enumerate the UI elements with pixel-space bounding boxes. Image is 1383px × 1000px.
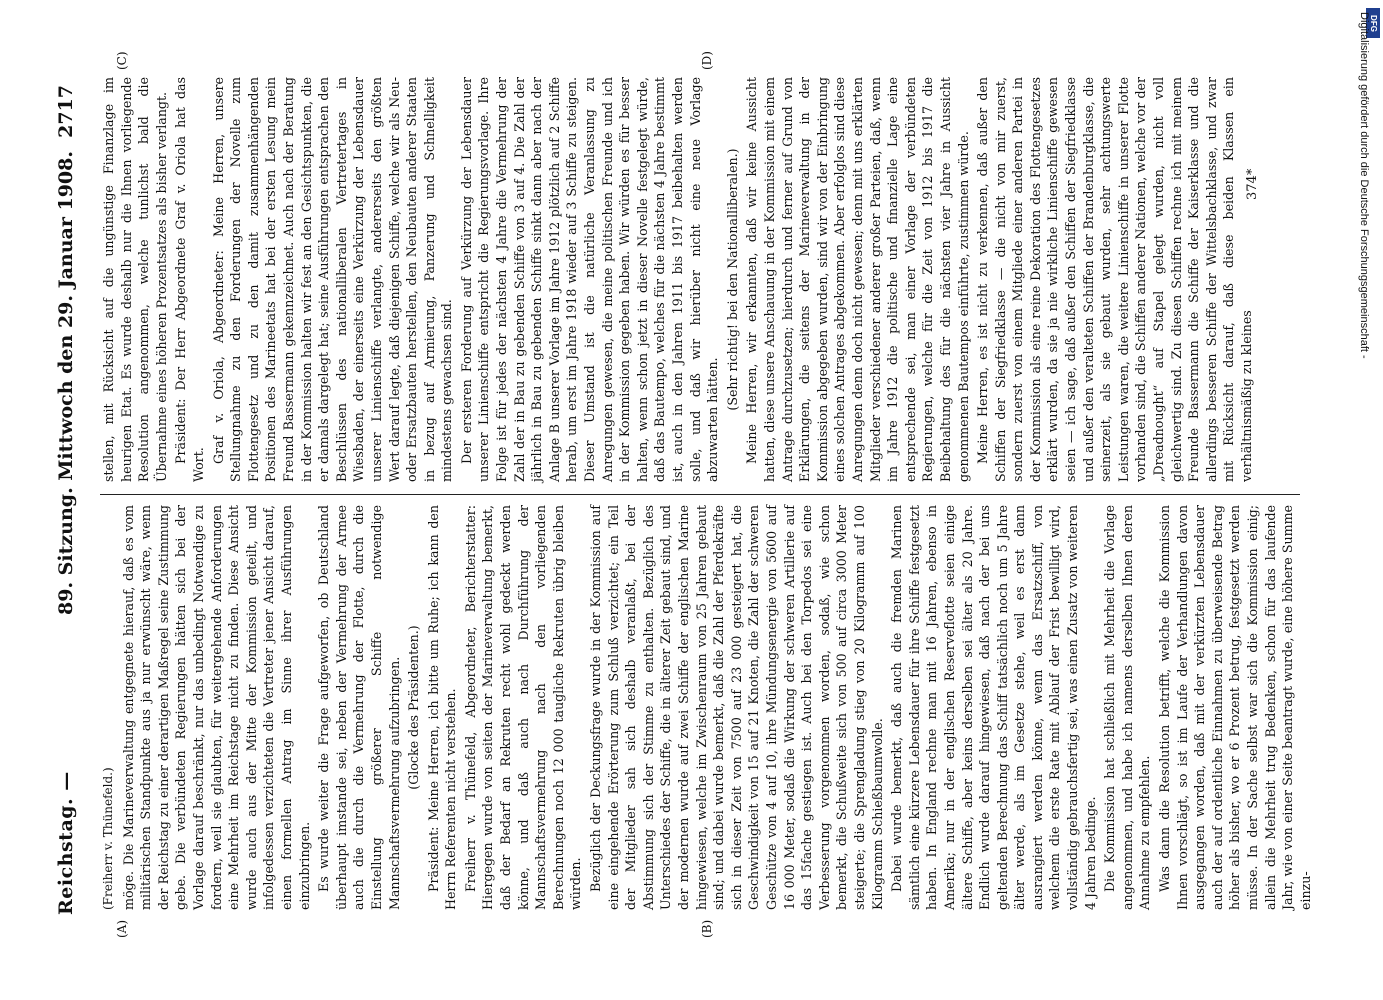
paragraph: Was dann die Resolution betrifft, welche die Kommission Ihnen vorschlägt, so ist im Laufe der Verhandlungen davon ausgegangen worden, daß mit der verkürzten Lebensdauer auch der auf ordentliche Einnahmen zu überweisende Betrag höher als bisher, wo er 6 Prozent betrug, festgesetzt werden müsse. In der Sache selbst war sich die Kommission einig; allein die Mehrheit trug Bedenken, schon für das laufende Jahr, wie von einer Seite beantragt wurde, eine höhere Summe einzu- [1157, 505, 1313, 910]
speaker-continuation: (Freiherr v. Thünefeld.) [101, 767, 115, 910]
paragraph: Bezüglich der Deckungsfrage wurde in der Kommission auf eine eingehende Erörterung zum Schluß verzichtet; ein Teil der Mitglieder sah sich deshalb veranlaßt, bei der Abstimmung sich der Stimme zu enthalten. Bezüglich des Unterschiedes der Schiffe, die in älterer Zeit gebaut sind, und der modernen wurde auf zwei Schiffe der englischen Marine hingewiesen, welche im Zwischenraum von 25 Jahren gebaut sind; und dabei wurde bemerkt, daß die Zahl der Pferdekräfte sich in dieser Zeit von 7500 auf 23 000 gesteigert hat, die Geschwindigkeit von 15 auf 21 Knoten, die Zahl der schweren Geschütze von 4 auf 10, ihre Mündungsenergie von 5600 auf 16 000 Meter, sodaß die Wirkung der schweren Artillerie auf das 15fache gestiegen ist. Auch bei den Torpedos sei eine Verbesserung vorgenommen worden, sodaß, wie schon bemerkt, die Schußweite sich von 500 auf circa 3000 Meter steigerte; die Sprengladung stieg von 20 Kilogramm auf 100 Kilogramm Schießbaumwolle. [588, 505, 885, 910]
stage-direction: (Glocke des Präsidenten.) [406, 625, 422, 790]
paragraph: Freiherr v. Thünefeld, Abgeordneter, Berichterstatter: Hiergegen wurde von seiten der Marineverwaltung bemerkt, daß der Bedarf an Rekruten recht wohl gedeckt werden könne, und daß auch nach Durchführung der Mannschaftsvermehrung nach den vorliegenden Berechnungen noch 12 000 taugliche Rekruten übrig bleiben würden. [462, 505, 584, 910]
header-session-date: 89. Sitzung. Mittwoch den 29. Januar 1908. [55, 151, 77, 615]
digitization-credit: Digitalisierung gefördert durch die Deutsche Forschungsgemeinschaft - [1358, 12, 1370, 359]
margin-marker-a: (A) [115, 919, 129, 938]
paragraph: Der ersteren Forderung auf Verkürzung der Lebensdauer unserer Linienschiffe entspricht die Regierungsvorlage. Ihre Folge ist für jedes der nächsten 4 Jahre die Vermehrung der Zahl der in Bau zu gebenden Schiffe von 3 auf 4. Die Zahl der jährlich in Bau zu gebenden Schiffe sinkt dann aber nach der Anlage B unserer Vorlage im Jahre 1912 plötzlich auf 2 Schiffe herab, um erst im Jahre 1918 wieder auf 3 Schiffe zu steigen. Dieser Umstand ist die natürliche Veranlassung zu Anregungen gewesen, die meine politischen Freunde und ich in der Kommission gegeben haben. Wir würden es für besser halten, wenn schon jetzt in dieser Novelle festgelegt würde, daß das Bautempo, welches für die nächsten 4 Jahre bestimmt ist, auch in den Jahren 1911 bis 1917 beibehalten werden solle, und daß wir hierüber nicht eine neue Vorlage abzuwarten hätten. [458, 77, 721, 482]
logo-text: DFG [1368, 14, 1378, 32]
paragraph: möge. Die Marineverwaltung entgegnete hierauf, daß es vom militärischen Standpunkte aus ja nur erwünscht wäre, wenn der Reichstag zu einer derartigen Maßregel seine Zustimmung gebe. Die verbündeten Regierungen hätten sich bei der Vorlage darauf beschränkt, nur das unbedingt Notwendige zu fordern, weil sie glaubten, für weitergehende Anforderungen eine Mehrheit im Reichstage nicht zu finden. Diese Ansicht wurde auch aus der Mitte der Kommission geteilt, und infolgedessen verzichteten die Vertreter jener Ansicht darauf, einen formellen Antrag im Sinne ihrer Ausführungen einzubringen. [120, 505, 312, 910]
paragraph: stellen, mit Rücksicht auf die ungünstige Finanzlage im heurigen Etat. Es wurde deshalb nur die Ihnen vorliegende Resolution angenommen, welche tunlichst bald die Übernahme eines höheren Prozentsatzes als bisher verlangt. [101, 77, 169, 482]
column-divider [100, 494, 1300, 495]
paragraph: Präsident: Der Herr Abgeordnete Graf v. Oriola hat das Wort. [173, 77, 206, 482]
right-column [100, 77, 1300, 482]
paragraph: Präsident: Meine Herren, ich bitte um Ruhe; ich kann den Herrn Referenten nicht verstehen. [425, 505, 459, 910]
page-header [55, 85, 95, 915]
left-column [100, 505, 1313, 910]
paragraph: Es wurde weiter die Frage aufgeworfen, ob Deutschland überhaupt imstande sei, neben der Vermehrung der Armee auch die durch die Vermehrung der Flotte, durch die Einstellung größerer Schiffe notwendige Mannschaftsvermehrung aufzubringen. [316, 505, 402, 910]
margin-marker-d: (D) [700, 51, 714, 70]
header-title: Reichstag. — [55, 771, 77, 915]
stage-direction: (Sehr richtig! bei den Nationalliberalen.) [724, 148, 740, 411]
margin-marker-b: (B) [700, 919, 714, 938]
paragraph: Dabei wurde bemerkt, daß auch die fremden Marinen sämtlich eine kürzere Lebensdauer für ihre Schiffe festgesetzt haben. In England rechne man mit 16 Jahren, ebenso in Amerika; nur in der englischen Reserveflotte seien einige ältere Schiffe, aber keins derselben sei älter als 20 Jahre. Endlich wurde darauf hingewiesen, daß nach der bei uns geltenden Berechnung das Schiff tatsächlich noch um 5 Jahre älter werde, als im Gesetze stehe, weil es erst dann ausrangiert werden könne, wenn das Ersatzschiff, von welchem die erste Rate mit Ablauf der Frist bewilligt wird, vollständig gebrauchsfertig sei, was einen Zusatz von weiteren 4 Jahren bedinge. [889, 505, 1098, 910]
paragraph: Meine Herren, es ist nicht zu verkennen, daß außer den Schiffen der Siegfriedklasse — die nicht von mir zuerst, sondern zuerst von einem Mitgliede einer anderen Partei in der Kommission als eine reine Dekoration des Flottengesetzes erklärt wurden, da sie ja nie wirkliche Linienschiffe gewesen seien — ich sage, daß außer den Schiffen der Siegfriedklasse und außer den veralteten Schiffen der Brandenburgklasse, die seinerzeit, als sie gebaut wurden, sehr achtungswerte Leistungen waren, die weitere Linienschiffe in unserer Flotte vorhanden sind, die Schiffen anderer Nationen, welche vor der „Dreadnought“ auf Stapel gelegt wurden, nicht voll gleichwertig sind. Zu diesen Schiffen rechne ich mit meinem Freunde Bassermann die Schiffe der Kaiserklasse und die allerdings besseren Schiffe der Wittelsbachklasse, und zwar mit Rücksicht darauf, daß diese beiden Klassen ein verhältnismäßig zu kleines [975, 77, 1254, 482]
paragraph: Meine Herren, wir erkannten, daß wir keine Aussicht hatten, diese unsere Anschauung in der Kommission mit einem Antrage durchzusetzen; hierdurch und ferner auf Grund von Erklärungen, die seitens der Marineverwaltung in der Kommission abgegeben wurden, sind wir von der Einbringung eines solchen Antrages abgekommen. Aber erfolglos sind diese Anregungen denn doch nicht gewesen; denn mit uns erklärten Mitglieder verschiedener anderer großer Parteien, daß, wenn im Jahre 1912 die politische und finanzielle Lage eine entsprechende sei, man einer Vorlage der verbündeten Regierungen, welche für die Zeit von 1912 bis 1917 die Beibehaltung des für die nächsten vier Jahre in Aussicht genommenen Bautempos einführte, zustimmen würde. [744, 77, 971, 482]
paragraph: Graf v. Oriola, Abgeordneter: Meine Herren, unsere Stellungnahme zu den Forderungen der Novelle zum Flottengesetz und zu den damit zusammenhängenden Positionen des Marineetats hat bei der ersten Lesung mein Freund Bassermann gekennzeichnet. Auch nach der Beratung in der Kommission halten wir fest an den Gesichtspunkten, die er damals dargelegt hat; seine Ausführungen entsprachen den Beschlüssen des nationalliberalen Vertretertages in Wiesbaden, der einerseits eine Verkürzung der Lebensdauer unserer Linienschiffe verlangte, andererseits den größten Wert darauf legte, daß diejenigen Schiffe, welche wir als Neu- oder Ersatzbauten herstellen, den Neubauten anderer Staaten in bezug auf Armierung, Panzerung und Schnelligkeit mindestens gewachsen sind. [210, 77, 455, 482]
page-number: 2717 [55, 85, 77, 138]
sheet-number: 374* [1245, 168, 1260, 200]
paragraph: Die Kommission hat schließlich mit Mehrheit die Vorlage angenommen, und habe ich namens derselben Ihnen deren Annahme zu empfehlen. [1102, 505, 1153, 910]
margin-marker-c: (C) [115, 51, 129, 70]
